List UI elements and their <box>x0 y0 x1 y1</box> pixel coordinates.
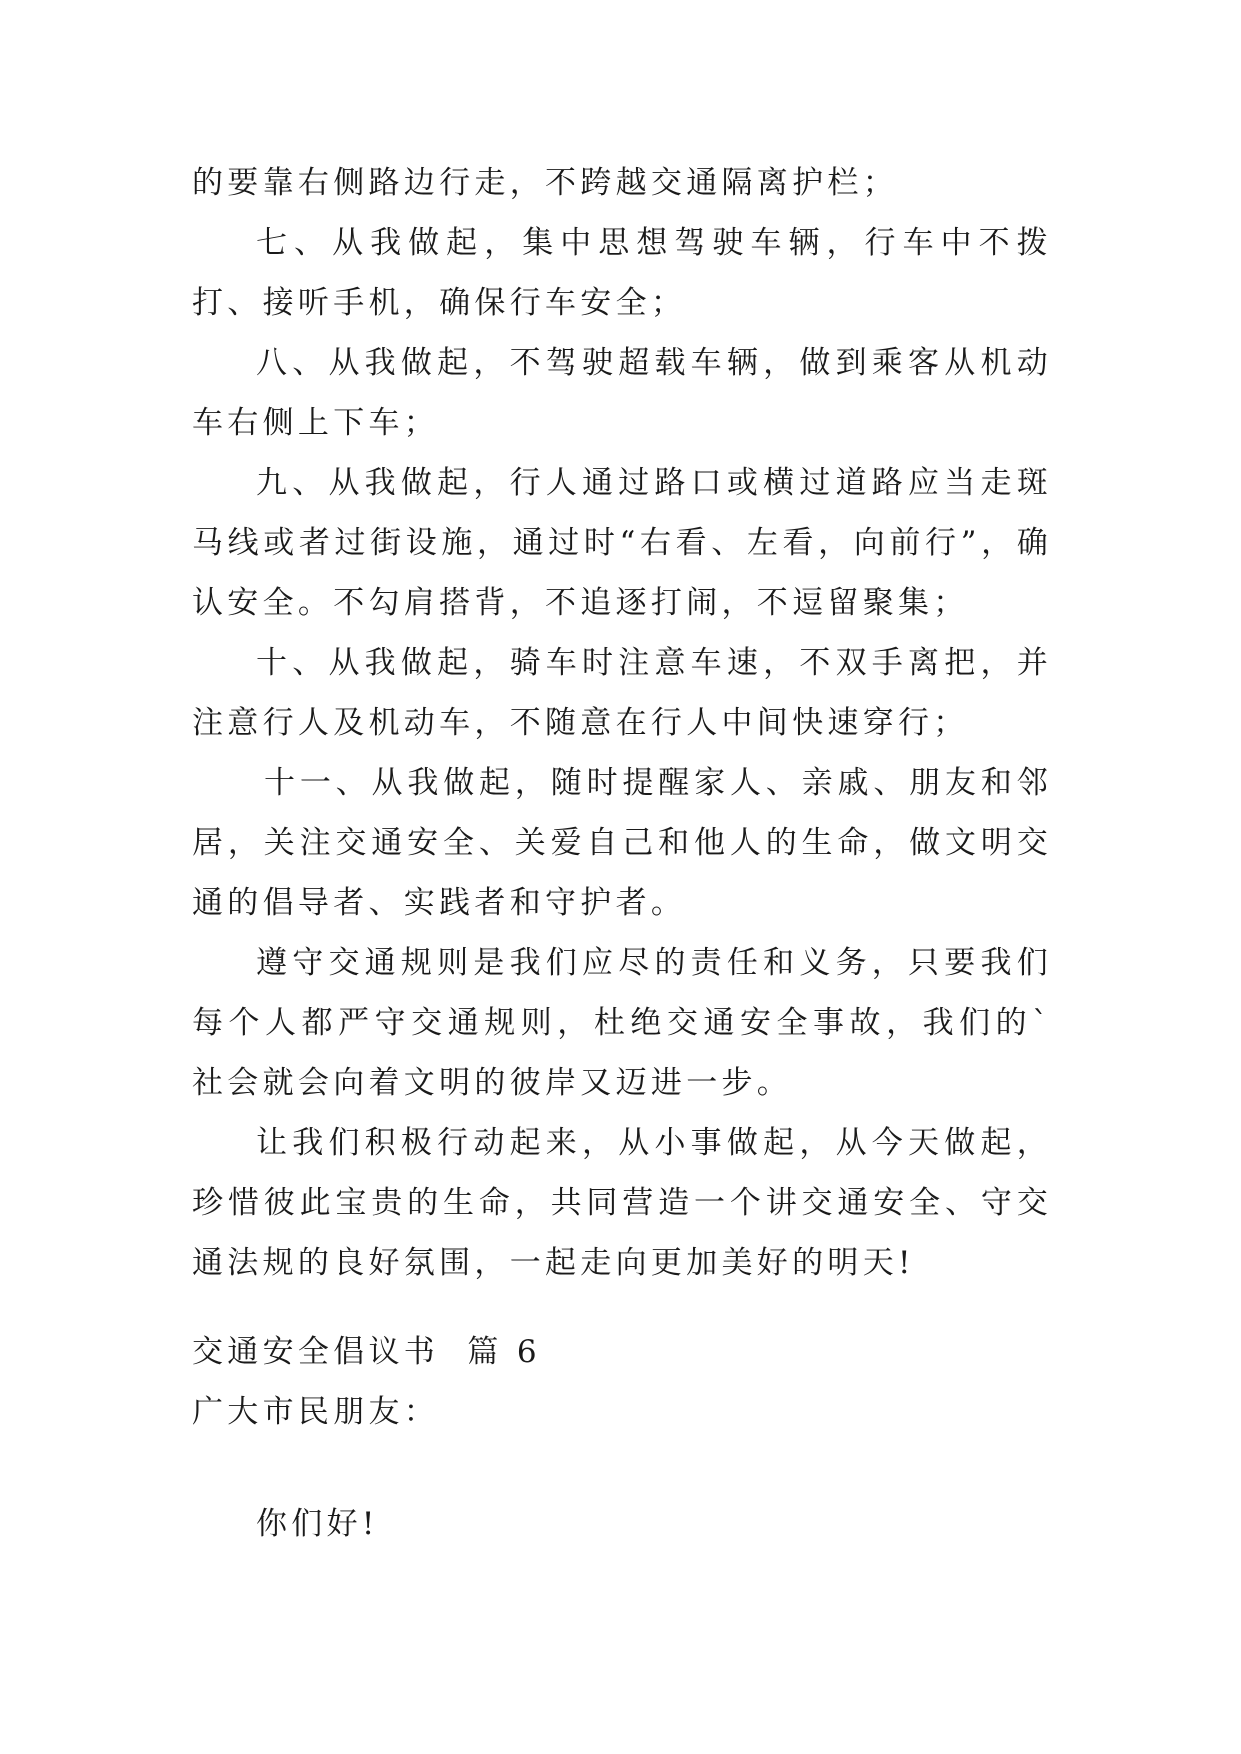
paragraph-item-10: 十、从我做起，骑车时注意车速，不双手离把，并注意行人及机动车，不随意在行人中间快速穿行； <box>192 645 1052 741</box>
paragraph-item-11: 十一、从我做起，随时提醒家人、亲戚、朋友和邻居，关注交通安全、关爱自己和他人的生命，做文明交通的倡导者、实践者和守护者。 <box>192 765 1052 921</box>
salutation: 广大市民朋友： <box>192 1394 440 1430</box>
greeting: 你们好! <box>256 1506 379 1542</box>
section-title: 交通安全倡议书 篇 6 <box>192 1334 541 1370</box>
paragraph-continuation: 的要靠右侧路边行走，不跨越交通隔离护栏； <box>192 165 898 201</box>
paragraph-item-7: 七、从我做起，集中思想驾驶车辆，行车中不拨打、接听手机，确保行车安全； <box>192 225 1052 321</box>
paragraph-call-to-action: 让我们积极行动起来，从小事做起，从今天做起，珍惜彼此宝贵的生命，共同营造一个讲交通安全、守交通法规的良好氛围，一起走向更加美好的明天! <box>192 1125 1052 1281</box>
paragraph-item-9: 九、从我做起，行人通过路口或横过道路应当走斑马线或者过街设施，通过时“右看、左看，向前行”，确认安全。不勾肩搭背，不追逐打闹，不逗留聚集； <box>192 465 1052 621</box>
paragraph-conclusion: 遵守交通规则是我们应尽的责任和义务，只要我们每个人都严守交通规则，杜绝交通安全事故，我们的`社会就会向着文明的彼岸又迈进一步。 <box>192 945 1052 1101</box>
document-body <box>192 155 1052 1293</box>
paragraph-item-8: 八、从我做起，不驾驶超载车辆，做到乘客从机动车右侧上下车； <box>192 345 1052 441</box>
